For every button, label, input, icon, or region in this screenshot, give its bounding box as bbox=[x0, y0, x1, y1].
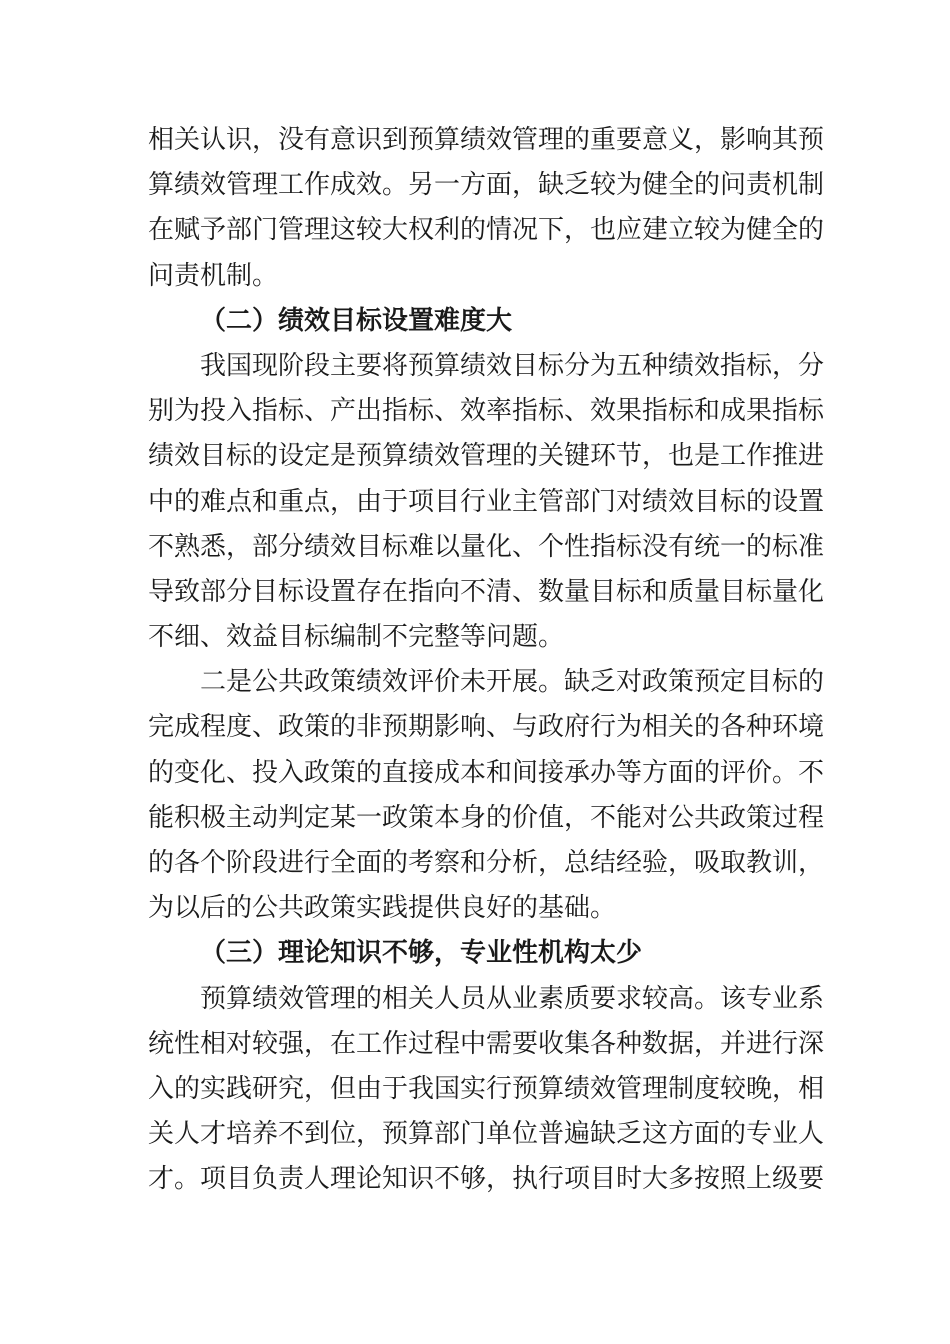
paragraph-start: 二是公共政策绩效评价未开展。缺乏对政策预定目标的 bbox=[200, 667, 825, 698]
text-line: 为以后的公共政策实践提供良好的基础。 bbox=[148, 893, 617, 924]
text-line: 统性相对较强，在工作过程中需要收集各种数据，并进行深 bbox=[148, 1028, 825, 1059]
text-line: 不细、效益目标编制不完整等问题。 bbox=[148, 622, 565, 653]
section-heading: （二）绩效目标设置难度大 bbox=[200, 305, 513, 336]
text-line: 相关认识，没有意识到预算绩效管理的重要意义，影响其预 bbox=[148, 125, 825, 155]
text-line: 关人才培养不到位，预算部门单位普遍缺乏这方面的专业人 bbox=[148, 1119, 825, 1150]
text-line: 的各个阶段进行全面的考察和分析，总结经验，吸取教训， bbox=[148, 848, 825, 878]
text-line: 不熟悉，部分绩效目标难以量化、个性指标没有统一的标准 bbox=[148, 531, 825, 562]
text-line: 绩效目标的设定是预算绩效管理的关键环节，也是工作推进 bbox=[148, 441, 825, 472]
text-line: 算绩效管理工作成效。另一方面，缺乏较为健全的问责机制 bbox=[148, 170, 825, 201]
text-line: 完成程度、政策的非预期影响、与政府行为相关的各种环境 bbox=[148, 712, 825, 743]
text-line: 别为投入指标、产出指标、效率指标、效果指标和成果指标 bbox=[148, 396, 825, 427]
text-line: 的变化、投入政策的直接成本和间接承办等方面的评价。不 bbox=[148, 757, 825, 788]
text-line: 问责机制。 bbox=[148, 260, 279, 291]
paragraph-start: 预算绩效管理的相关人员从业素质要求较高。该专业系 bbox=[200, 983, 825, 1014]
text-line: 才。项目负责人理论知识不够，执行项目时大多按照上级要 bbox=[148, 1164, 825, 1195]
section-heading: （三）理论知识不够，专业性机构太少 bbox=[200, 938, 643, 969]
text-line: 在赋予部门管理这较大权利的情况下，也应建立较为健全的 bbox=[148, 215, 825, 246]
text-line: 中的难点和重点，由于项目行业主管部门对绩效目标的设置 bbox=[148, 486, 825, 517]
text-line: 导致部分目标设置存在指向不清、数量目标和质量目标量化 bbox=[148, 576, 825, 607]
text-line: 能积极主动判定某一政策本身的价值，不能对公共政策过程 bbox=[148, 802, 825, 833]
paragraph-start: 我国现阶段主要将预算绩效目标分为五种绩效指标，分 bbox=[200, 350, 825, 381]
text-line: 入的实践研究，但由于我国实行预算绩效管理制度较晚，相 bbox=[148, 1073, 825, 1104]
document-text bbox=[148, 118, 825, 1203]
